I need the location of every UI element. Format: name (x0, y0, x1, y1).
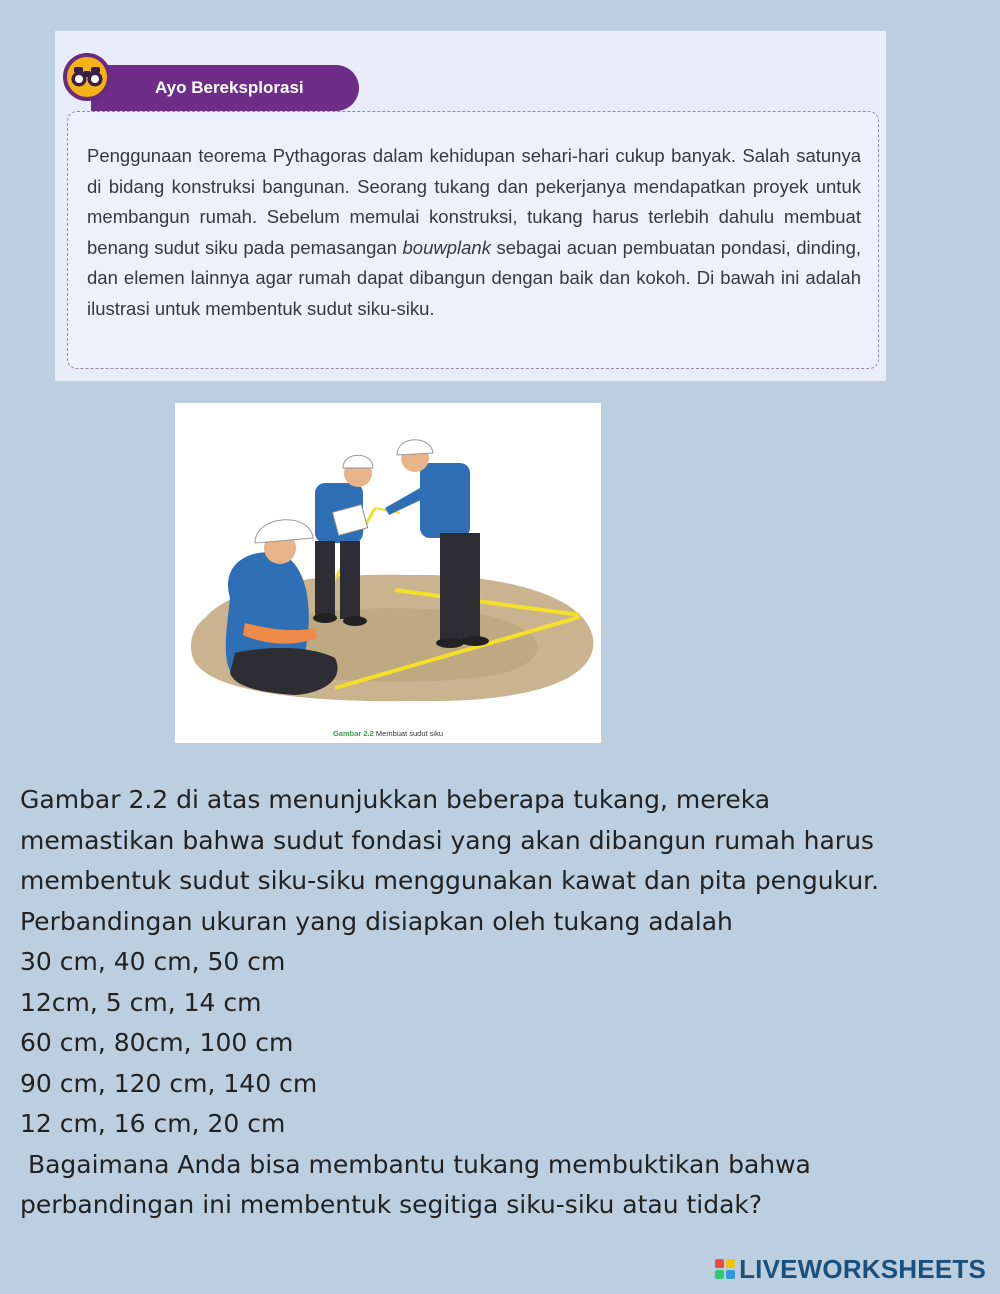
explore-paragraph (87, 141, 861, 324)
body-line: perbandingan ini membentuk segitiga siku-siku atau tidak? (20, 1190, 763, 1219)
figure-caption (175, 729, 601, 738)
explore-text-emphasis: bouwplank (402, 236, 491, 258)
explore-text-before: Penggunaan teorema Pythagoras dalam kehidupan sehari-hari cukup banyak. Salah satunya di bidang konstruksi bangunan. Seorang tukang dan pekerjanya mendapatkan proyek untuk membangun rumah. Sebelum memulai konstruksi, tukang harus terlebih dahulu membuat benang sudut siku pada pemasangan (87, 145, 861, 258)
explore-box (55, 31, 886, 381)
body-line: Gambar 2.2 di atas menunjukkan beberapa tukang, mereka (20, 785, 771, 814)
measurement-option: 30 cm, 40 cm, 50 cm (20, 947, 286, 976)
caption-number: Gambar 2.2 (332, 729, 374, 738)
measurement-option: 12 cm, 16 cm, 20 cm (20, 1109, 286, 1138)
body-line: Perbandingan ukuran yang disiapkan oleh tukang adalah (20, 906, 733, 936)
liveworksheets-logo[interactable] (715, 1253, 986, 1285)
body-line: memastikan bahwa sudut fondasi yang akan dibangun rumah harus (20, 825, 874, 855)
caption-text: Membuat sudut siku (375, 729, 444, 738)
question-text (20, 780, 980, 1226)
explore-badge-label: Ayo Bereksplorasi (91, 65, 359, 111)
logo-grid-icon (715, 1259, 735, 1279)
body-line: Bagaimana Anda bisa membantu tukang membuktikan bahwa (20, 1149, 811, 1179)
logo-text: LIVEWORKSHEETS (739, 1253, 986, 1284)
measurement-option: 60 cm, 80cm, 100 cm (20, 1028, 294, 1057)
explore-text-after: sebagai acuan pembuatan pondasi, dinding, dan elemen lainnya agar rumah dapat dibangun dengan baik dan kokoh. Di bawah ini adalah ilustrasi untuk membentuk sudut siku-siku. (87, 236, 861, 319)
measurement-option: 90 cm, 120 cm, 140 cm (20, 1068, 318, 1098)
measurement-option: 12cm, 5 cm, 14 cm (20, 987, 262, 1017)
body-line: membentuk sudut siku-siku menggunakan kawat dan pita pengukur. (20, 866, 880, 895)
binoculars-icon (63, 53, 111, 101)
workers-illustration (175, 403, 601, 733)
construction-illustration (175, 403, 601, 743)
